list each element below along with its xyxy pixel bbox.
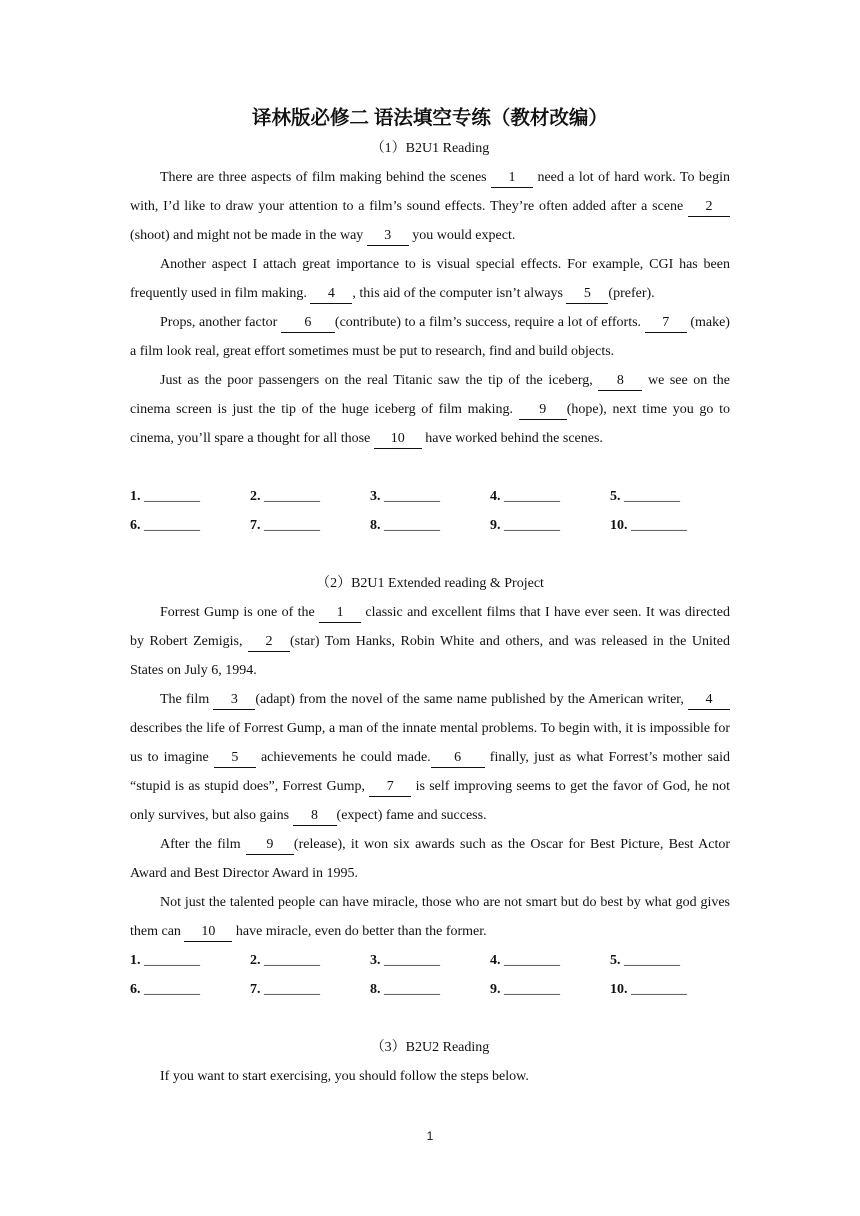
answer-blank[interactable]: ________ [144,953,200,968]
answer-blank[interactable]: ________ [631,518,687,533]
paragraph-text: classic and excellent films that I have ever seen. It was directed by Robert Zemigis, [130,605,730,649]
answer-label: 10. [610,982,628,997]
answer-cell [370,946,490,975]
paragraph-text: (hope), next time you go to cinema, you’ll spare a thought for all those [130,402,730,446]
paragraph-text: (star) Tom Hanks, Robin White and others, and was released in the United States on July 6, 1994. [130,634,730,678]
answer-cell [610,511,730,540]
answer-cell [250,511,370,540]
document-page [130,104,730,1091]
answer-blank[interactable]: ________ [384,982,440,997]
answer-label: 9. [490,518,501,533]
answer-cell [130,975,250,1004]
blank-number: 1 [319,604,361,623]
paragraph-text: (contribute) to a film’s success, require a lot of efforts. [334,315,645,330]
paragraph-text: have miracle, even do better than the former. [232,924,487,939]
answer-label: 4. [490,489,501,504]
answer-blank[interactable]: ________ [384,489,440,504]
answer-label: 6. [130,518,141,533]
answer-cell [370,975,490,1004]
paragraph-text: have worked behind the scenes. [421,431,603,446]
answer-blank[interactable]: ________ [144,982,200,997]
paragraph-text: The film [160,692,214,707]
answer-label: 3. [370,489,381,504]
paragraph-text: (prefer). [608,286,655,301]
paragraph-text: (expect) fame and success. [336,808,487,823]
paragraph-text: , this aid of the computer isn’t always [352,286,567,301]
paragraph-text: Just as the poor passengers on the real Titanic saw the tip of the iceberg, [160,373,599,388]
document-title: 译林版必修二 语法填空专练（教材改编） [252,108,608,129]
answer-label: 2. [250,489,261,504]
blank-number: 6 [431,749,485,768]
answer-cell [610,946,730,975]
paragraph-text: need a lot of hard work. To begin with, I’d like to draw your attention to a film’s sound effects. They’re often added after a scene [130,170,731,214]
answer-label: 2. [250,953,261,968]
answer-label: 5. [610,953,621,968]
paragraph [130,685,730,830]
paragraph-text: There are three aspects of film making behind the scenes [160,170,492,185]
paragraph-text: If you want to start exercising, you should follow the steps below. [160,1069,529,1084]
paragraph-text: Forrest Gump is one of the [160,605,320,620]
blank-number: 3 [367,227,409,246]
paragraph-text: you would expect. [408,228,516,243]
paragraph-text: (shoot) and might not be made in the way [130,228,367,243]
paragraph-text: finally, just as what Forrest’s mother said “stupid is as stupid does”, Forrest Gump, [130,750,731,794]
answer-row [130,511,730,540]
blank-number: 4 [688,691,730,710]
page-number: 1 [426,1129,434,1143]
answer-blank[interactable]: ________ [144,518,200,533]
section-heading: （2）B2U1 Extended reading & Project [316,576,544,591]
paragraph [130,250,730,308]
answer-blank[interactable]: ________ [384,518,440,533]
answer-label: 1. [130,953,141,968]
answer-label: 9. [490,982,501,997]
answer-blank[interactable]: ________ [264,518,320,533]
answer-blank[interactable]: ________ [504,953,560,968]
blank-number: 9 [519,401,567,420]
paragraph [130,308,730,366]
blank-number: 4 [310,285,352,304]
paragraph [130,830,730,888]
answer-label: 7. [250,982,261,997]
blank-number: 10 [184,923,232,942]
answer-label: 5. [610,489,621,504]
answer-cell [370,511,490,540]
blank-number: 8 [293,807,337,826]
paragraph-text: (adapt) from the novel of the same name published by the American writer, [255,692,688,707]
answer-row [130,975,730,1004]
paragraph-text: is self improving seems to get the favor of God, he not only survives, but also gains [130,779,730,823]
answer-blank[interactable]: ________ [144,489,200,504]
answer-blank[interactable]: ________ [624,489,680,504]
paragraph [130,888,730,946]
paragraph-text: describes the life of Forrest Gump, a man of the innate mental problems. To begin with, it is impossible for us to imagine [130,721,730,765]
paragraph-text: achievements he could made. [255,750,431,765]
answer-cell [490,482,610,511]
paragraph [130,598,730,685]
paragraph [130,366,730,453]
paragraph-text: After the film [160,837,246,852]
blank-number: 8 [598,372,642,391]
answer-cell [490,975,610,1004]
answer-grid [130,946,730,1004]
blank-number: 5 [566,285,608,304]
answer-label: 10. [610,518,628,533]
answer-blank[interactable]: ________ [631,982,687,997]
answer-grid [130,482,730,540]
answer-blank[interactable]: ________ [504,518,560,533]
answer-cell [370,482,490,511]
paragraph-text: (release), it won six awards such as the Oscar for Best Picture, Best Actor Award and Best Director Award in 1995. [130,837,730,881]
answer-blank[interactable]: ________ [384,953,440,968]
answer-cell [130,511,250,540]
blank-number: 7 [369,778,411,797]
answer-cell [250,482,370,511]
answer-cell [490,946,610,975]
answer-cell [130,482,250,511]
blank-number: 1 [491,169,533,188]
answer-label: 4. [490,953,501,968]
answer-label: 3. [370,953,381,968]
paragraph-text: Not just the talented people can have miracle, those who are not smart but do best by what god gives them can [130,895,730,939]
answer-blank[interactable]: ________ [624,953,680,968]
answer-cell [250,946,370,975]
paragraph-text: (make) a film look real, great effort sometimes must be put to research, find and build objects. [130,315,730,359]
answer-blank[interactable]: ________ [504,982,560,997]
answer-cell [610,975,730,1004]
answer-label: 1. [130,489,141,504]
answer-label: 8. [370,982,381,997]
blank-number: 10 [374,430,422,449]
answer-row [130,482,730,511]
section-heading: （1）B2U1 Reading [370,141,490,156]
paragraph-text: Another aspect I attach great importance to is visual special effects. For example, CGI has been frequently used in film making. [130,257,730,301]
answer-blank[interactable]: ________ [264,982,320,997]
paragraph [130,163,730,250]
answer-cell [250,975,370,1004]
answer-cell [610,482,730,511]
blank-number: 5 [214,749,256,768]
blank-number: 9 [246,836,294,855]
answer-blank[interactable]: ________ [264,953,320,968]
blank-number: 7 [645,314,687,333]
answer-label: 6. [130,982,141,997]
blank-number: 3 [213,691,255,710]
answer-cell [490,511,610,540]
blank-number: 6 [281,314,335,333]
answer-row [130,946,730,975]
blank-number: 2 [248,633,290,652]
answer-cell [130,946,250,975]
paragraph [130,1062,730,1091]
answer-blank[interactable]: ________ [504,489,560,504]
blank-number: 2 [688,198,730,217]
section-heading: （3）B2U2 Reading [370,1040,490,1055]
answer-blank[interactable]: ________ [264,489,320,504]
answer-label: 8. [370,518,381,533]
answer-label: 7. [250,518,261,533]
document-content [130,134,730,1091]
paragraph-text: Props, another factor [160,315,281,330]
paragraph-text: we see on the cinema screen is just the tip of the huge iceberg of film making. [130,373,730,417]
